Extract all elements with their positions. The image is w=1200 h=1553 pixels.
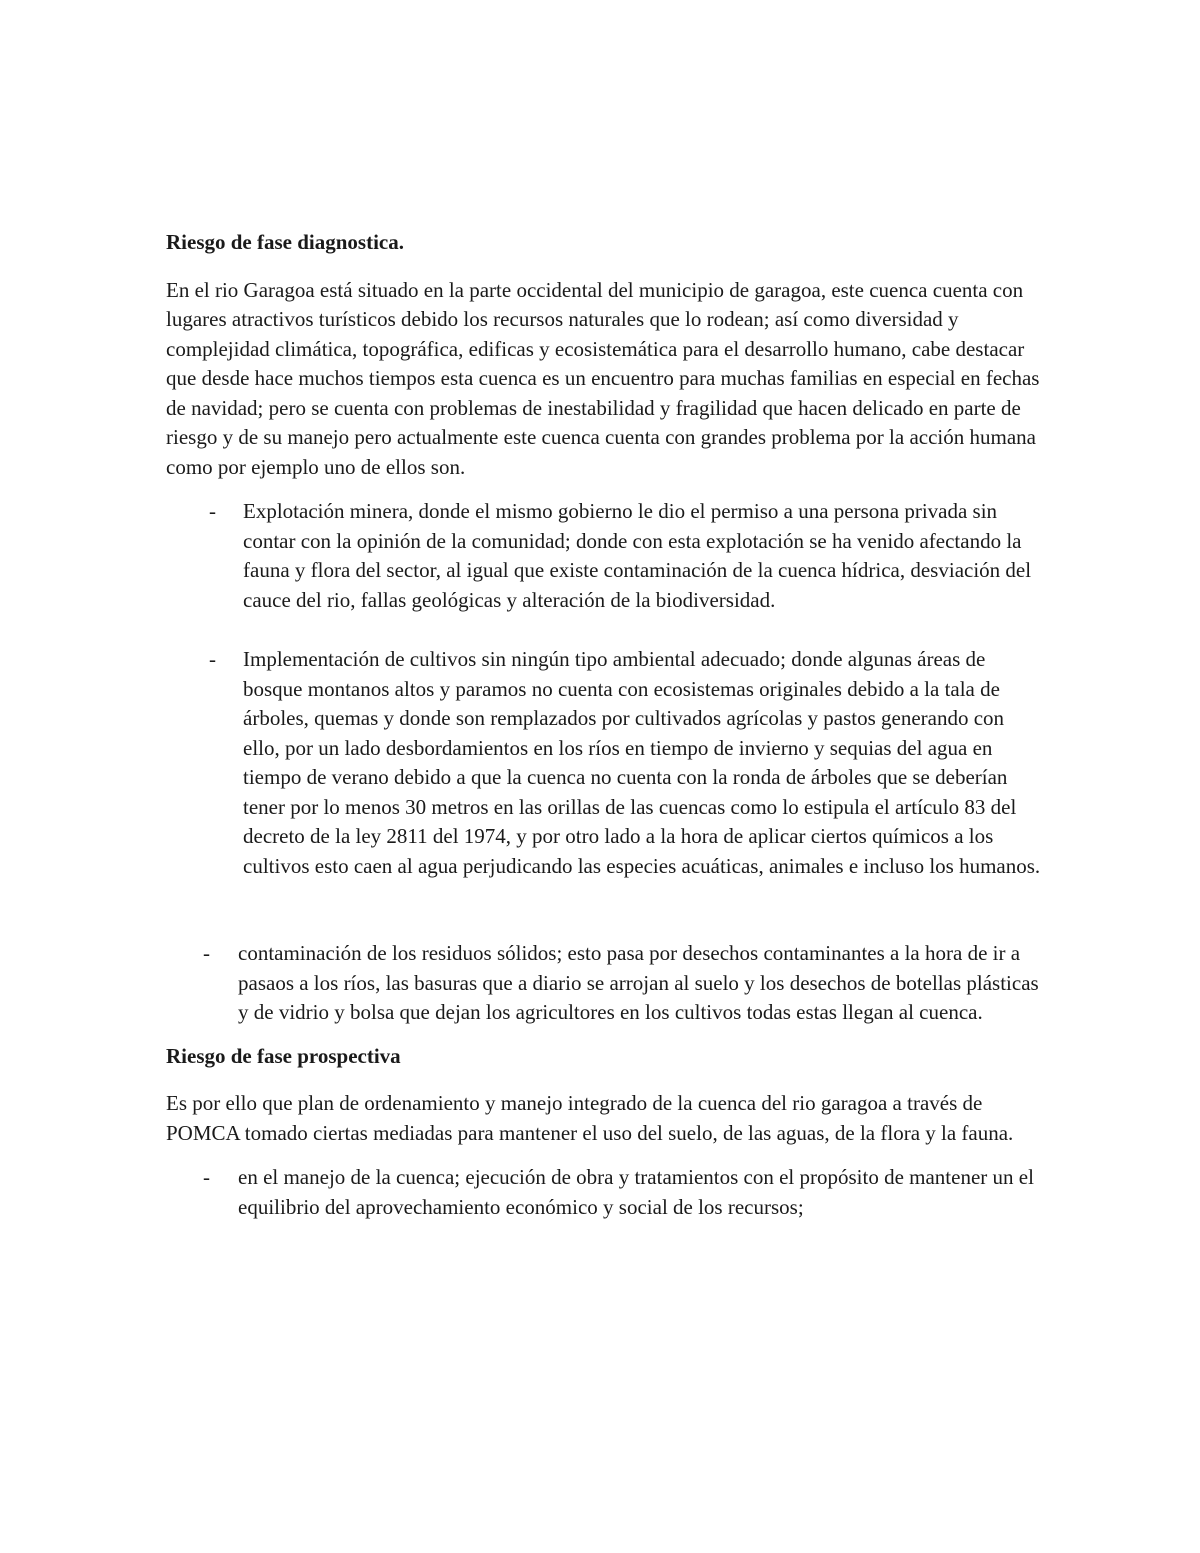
paragraph-intro-prospectiva: Es por ello que plan de ordenamiento y manejo integrado de la cuenca del rio garagoa a través de POMCA tomado ciertas mediadas para mantener el uso del suelo, de las aguas, de la flora y la fauna. <box>166 1091 1014 1145</box>
section-heading-diagnostica: Riesgo de fase diagnostica. <box>166 230 404 254</box>
bullet-dash: - <box>209 499 216 523</box>
list-item-text: en el manejo de la cuenca; ejecución de obra y tratamientos con el propósito de mantener un el equilibrio del aprovechamiento económico y social de los recursos; <box>238 1165 1034 1219</box>
document-body <box>166 228 1046 1222</box>
list-item-text: Explotación minera, donde el mismo gobierno le dio el permiso a una persona privada sin contar con la opinión de la comunidad; donde con esta explotación se ha venido afectando la fauna y flora del sector, al igual que existe contaminación de la cuenca hídrica, desviación del cauce del rio, fallas geológicas y alteración de la biodiversidad. <box>243 499 1032 612</box>
list-item-text: Implementación de cultivos sin ningún tipo ambiental adecuado; donde algunas áreas de bosque montanos altos y paramos no cuenta con ecosistemas originales debido a la tala de árboles, quemas y donde son remplazados por cultivados agrícolas y pastos generando con ello, por un lado desbordamientos en los ríos en tiempo de invierno y sequias del agua en tiempo de verano debido a que la cuenca no cuenta con la ronda de árboles que se deberían tener por lo menos 30 metros en las orillas de las cuencas como lo estipula el artículo 83 del decreto de la ley 2811 del 1974, y por otro lado a la hora de aplicar ciertos químicos a los cultivos esto caen al agua perjudicando las especies acuáticas, animales e incluso los humanos. <box>243 647 1041 878</box>
bullet-dash: - <box>203 1165 210 1189</box>
list-item <box>166 645 1046 881</box>
list-item-text: contaminación de los residuos sólidos; esto pasa por desechos contaminantes a la hora de ir a pasaos a los ríos, las basuras que a diario se arrojan al suelo y los desechos de botellas plásticas y de vidrio y bolsa que dejan los agricultores en los cultivos todas estas llegan al cuenca. <box>238 941 1039 1024</box>
list-item <box>166 939 1046 1028</box>
bullet-dash: - <box>209 647 216 671</box>
list-item <box>166 1163 1046 1222</box>
paragraph-intro-diagnostica: En el rio Garagoa está situado en la parte occidental del municipio de garagoa, este cuenca cuenta con lugares atractivos turísticos debido los recursos naturales que lo rodean; así como diversidad y complejidad climática, topográfica, edificas y ecosistemática para el desarrollo humano, cabe destacar que desde hace muchos tiempos esta cuenca es un encuentro para muchas familias en especial en fechas de navidad; pero se cuenta con problemas de inestabilidad y fragilidad que hacen delicado en parte de riesgo y de su manejo pero actualmente este cuenca cuenta con grandes problema por la acción humana como por ejemplo uno de ellos son. <box>166 277 1040 479</box>
section-heading-prospectiva: Riesgo de fase prospectiva <box>166 1043 401 1068</box>
bullet-dash: - <box>203 941 210 965</box>
list-item <box>166 497 1046 615</box>
